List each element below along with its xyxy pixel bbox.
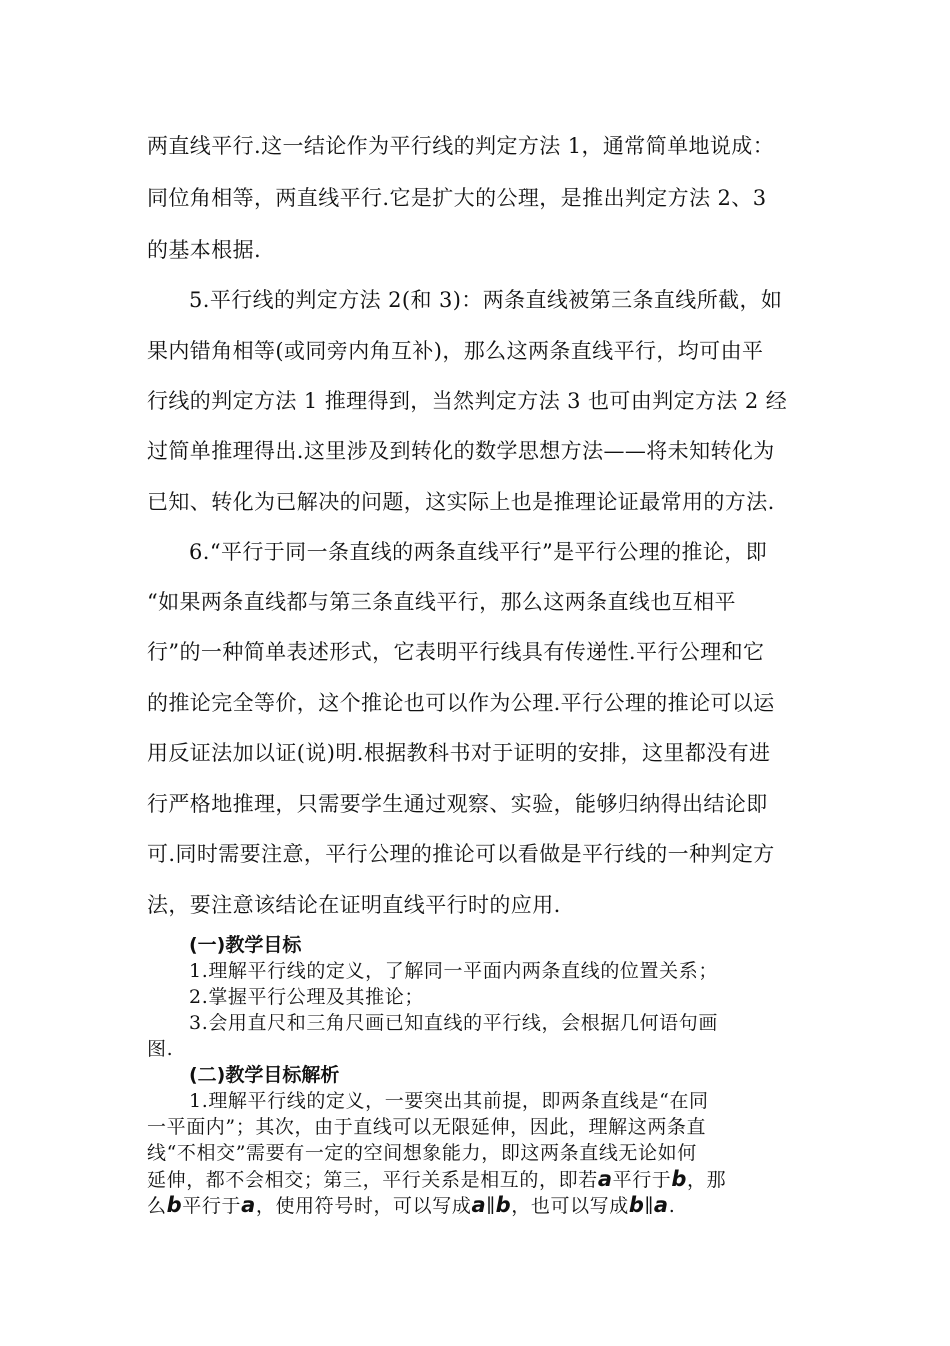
- variable-b: b: [671, 1167, 688, 1191]
- section-a-line-2: 同位角相等，两直线平行.它是扩大的公理，是推出判定方法 2、3: [147, 186, 767, 210]
- goal-2: 2.掌握平行公理及其推论；: [189, 986, 424, 1008]
- item5-line-5: 已知、转化为已解决的问题，这实际上也是推理论证最常用的方法.: [147, 490, 775, 514]
- item5-line-3: 行线的判定方法 1 推理得到，当然判定方法 3 也可由判定方法 2 经: [147, 389, 788, 413]
- variable-b: b: [495, 1193, 512, 1217]
- item6-line-4: 的推论完全等价，这个推论也可以作为公理.平行公理的推论可以运: [147, 691, 775, 715]
- analysis-line-2: 一平面内”；其次，由于直线可以无限延伸，因此，理解这两条直: [147, 1116, 707, 1138]
- analysis-line-5-text-c: ，使用符号时，可以写成: [255, 1195, 472, 1217]
- analysis-line-5-text-d: ，也可以写成: [511, 1195, 629, 1217]
- item6-line-6: 行严格地推理，只需要学生通过观察、实验，能够归纳得出结论即: [147, 792, 768, 816]
- goals-heading: (一)教学目标: [189, 934, 302, 956]
- section-a-line-1: 两直线平行.这一结论作为平行线的判定方法 1，通常简单地说成：: [147, 134, 775, 158]
- analysis-line-5-text-a: 么: [147, 1195, 167, 1217]
- item6-line-3: 行”的一种简单表述形式，它表明平行线具有传递性.平行公理和它: [147, 640, 765, 664]
- goal-3: 3.会用直尺和三角尺画已知直线的平行线，会根据几何语句画: [189, 1012, 718, 1034]
- analysis-line-3: 线“不相交”需要有一定的空间想象能力，即这两条直线无论如何: [147, 1142, 697, 1164]
- item5-line-2: 果内错角相等(或同旁内角互补)，那么这两条直线平行，均可由平: [147, 339, 764, 363]
- goal-1: 1.理解平行线的定义，了解同一平面内两条直线的位置关系；: [189, 960, 718, 982]
- analysis-line-4-text-b: 平行于: [612, 1169, 672, 1191]
- goal-3-continued: 图.: [147, 1038, 174, 1060]
- item6-line-8: 法，要注意该结论在证明直线平行时的应用.: [147, 893, 561, 917]
- item6-line-1: 6.“平行于同一条直线的两条直线平行”是平行公理的推论，即: [189, 540, 768, 564]
- analysis-heading: (二)教学目标解析: [189, 1064, 340, 1086]
- variable-b: b: [628, 1193, 645, 1217]
- item6-line-2: “如果两条直线都与第三条直线平行，那么这两条直线也互相平: [147, 590, 736, 614]
- analysis-line-4: [147, 1166, 726, 1193]
- item5-line-1: 5.平行线的判定方法 2(和 3)：两条直线被第三条直线所截，如: [189, 288, 783, 312]
- analysis-line-4-text-a: 延伸，都不会相交；第三，平行关系是相互的，即若: [147, 1169, 598, 1191]
- section-a-line-3: 的基本根据.: [147, 238, 262, 262]
- parallel-symbol: ∥: [644, 1195, 654, 1217]
- analysis-line-5: [147, 1192, 675, 1219]
- variable-a: a: [653, 1193, 669, 1217]
- parallel-symbol: ∥: [486, 1195, 496, 1217]
- analysis-line-5-text-b: 平行于: [182, 1195, 242, 1217]
- variable-b: b: [166, 1193, 183, 1217]
- analysis-line-1: 1.理解平行线的定义，一要突出其前提，即两条直线是“在同: [189, 1090, 709, 1112]
- variable-a: a: [597, 1167, 613, 1191]
- analysis-line-5-text-e: .: [668, 1195, 676, 1217]
- item6-line-5: 用反证法加以证(说)明.根据教科书对于证明的安排，这里都没有进: [147, 741, 771, 765]
- item6-line-7: 可.同时需要注意，平行公理的推论可以看做是平行线的一种判定方: [147, 842, 775, 866]
- item5-line-4: 过简单推理得出.这里涉及到转化的数学思想方法——将未知转化为: [147, 439, 775, 463]
- variable-a: a: [471, 1193, 487, 1217]
- analysis-line-4-text-c: ，那: [687, 1169, 727, 1191]
- variable-a: a: [241, 1193, 256, 1217]
